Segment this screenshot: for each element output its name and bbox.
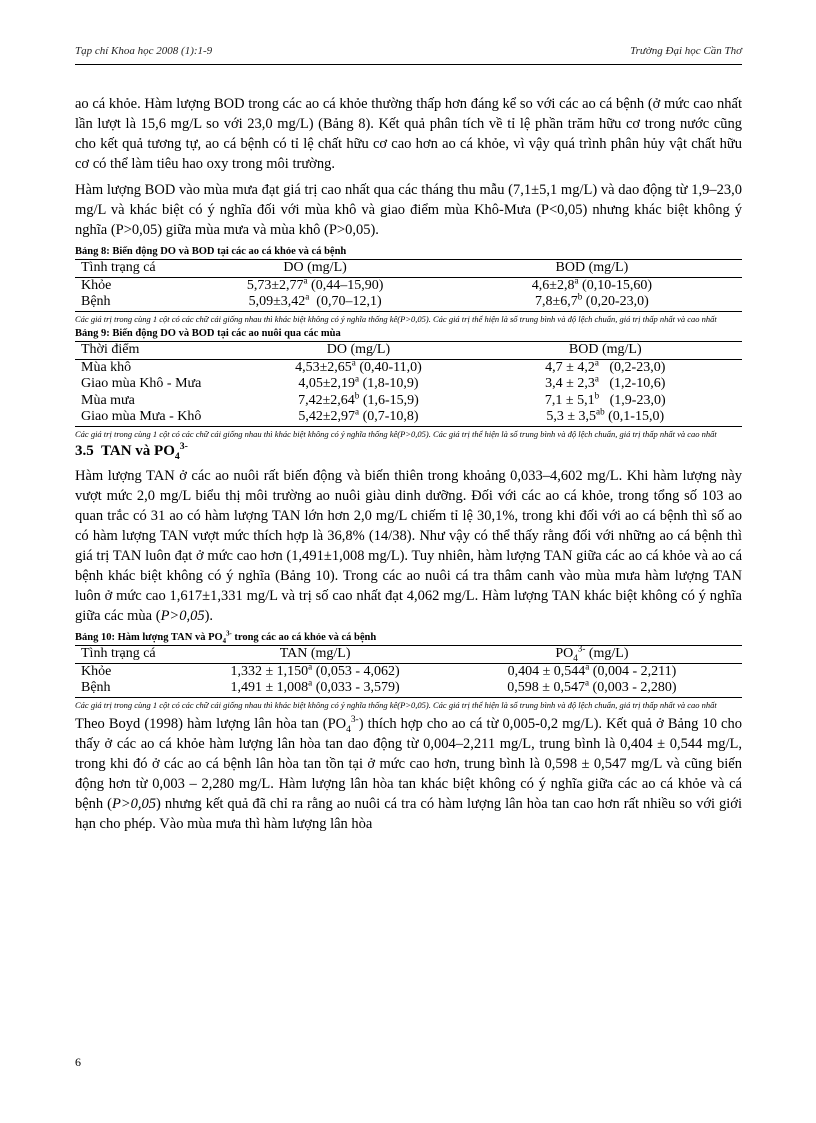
bod-cell: 7,8±6,7$^b$ (0,20-23,0): [442, 294, 742, 311]
table9-header-do: DO (mg/L): [248, 342, 468, 360]
do-cell: 5,09±3,42$^a$ (0,70–12,1): [188, 294, 441, 311]
running-header: [75, 45, 742, 57]
po4-cell: 0,404 ± 0,544$^a$ (0,004 - 2,211): [507, 660, 677, 679]
table-row: [75, 680, 742, 697]
page-number: 6: [75, 1055, 81, 1069]
row-label: Giao mùa Mưa - Khô: [75, 409, 248, 426]
institution-name: Trường Đại học Cần Thơ: [630, 45, 742, 57]
do-cell: 7,42±2,64$^b$ (1,6-15,9): [298, 389, 419, 408]
table8: [75, 259, 742, 312]
table10-note: Các giá trị trong cùng 1 cột có các chữ cái giống nhau thì khác biệt không có ý nghĩa thống kê(P>0,05). Các giá trị thể hiện là số trung bình và độ lệch chuẩn, giá trị thấp nhất và cao nhất: [75, 699, 717, 710]
bod-cell: 7,1 ± 5,1$^b$ (1,9-23,0): [544, 389, 666, 408]
bod-cell: 4,6±2,8$^a$ (0,10-15,60): [531, 274, 653, 293]
table8-header-status: Tình trạng cá: [75, 260, 188, 278]
journal-citation: Tạp chí Khoa học 2008 (1):1-9: [75, 45, 213, 57]
paragraph-po4: Theo Boyd (1998) hàm lượng lân hòa $\tan (PO_4^{3-})$ thích hợp cho ao cá từ 0,005-0,2 mg/L). Kết quả ở Bảng 10 cho thấy ở các ao cá khỏe hàm lượng lân hòa tan dao động từ 0,004–2,211 mg/L, trung bình là 0,404 ± 0,544 mg/L, trong khi đó ở các ao cá bệnh lân hòa tan tồn tại ở mức cao hơn, trung bình là 0,598 ± 0,547 mg/L và cũng biến động hơn từ 0,003 – 2,280 mg/L. Hàm lượng lân hòa tan khác biệt không có ý nghĩa giữa các ao cá khỏe và cá bệnh (P>0,05) nhưng kết quả đã chỉ ra rằng ao nuôi cá tra có hàm lượng lân hòa tan cao hơn rất nhiều so với giới hạn cho phép. Vào mùa mưa thì hàm lượng lân hòa: [75, 715, 743, 832]
row-label: Khỏe: [81, 663, 112, 679]
table-row: [75, 376, 742, 393]
table9-header-bod: BOD (mg/L): [469, 342, 742, 360]
row-label: Mùa khô: [81, 359, 132, 375]
table10-header-po4: $PO_4^{3-}$ (mg/L): [442, 646, 742, 664]
table-row: [75, 663, 742, 680]
table10-header-tan: TAN (mg/L): [188, 646, 441, 664]
table10-header-status: Tình trạng cá: [75, 646, 188, 664]
table-row: [75, 393, 742, 410]
table9-note: Các giá trị trong cùng 1 cột có các chữ cái giống nhau thì khác biệt không có ý nghĩa thống kê(P>0,05). Các giá trị thể hiện là số trung bình và độ lệch chuẩn, giá trị thấp nhất và cao nhất: [75, 428, 717, 439]
table-row: [75, 277, 742, 294]
table8-header-bod: BOD (mg/L): [442, 260, 742, 278]
po4-cell: 0,598 ± 0,547$^a$ (0,003 - 2,280): [442, 680, 742, 697]
bod-cell: 4,7 ± 4,2$^a$ (0,2-23,0): [545, 356, 666, 375]
row-label: Bệnh: [75, 294, 188, 311]
do-cell: 4,53±2,65$^a$ (0,40-11,0): [295, 356, 422, 375]
tan-cell: 1,491 ± 1,008$^a$ (0,033 - 3,579): [188, 680, 441, 697]
row-label: Khỏe: [81, 277, 112, 293]
table10-caption: Bảng 10: Hàm lượng TAN và $PO_4^{3-}$ trong các ao cá khỏe và cá bệnh: [75, 630, 377, 646]
page-body: [75, 94, 742, 840]
row-label: Mùa mưa: [81, 392, 135, 408]
row-label: Giao mùa Khô - Mưa: [81, 376, 202, 391]
do-cell: 5,73±2,77$^a$ (0,44–15,90): [246, 274, 384, 293]
tan-cell: 1,332 ± 1,150$^a$ (0,053 - 4,062): [230, 660, 400, 679]
table-row: [75, 294, 742, 311]
bod-cell: 3,4 ± 2,3$^a$ (1,2-10,6): [545, 373, 666, 391]
row-label: Bệnh: [75, 680, 188, 697]
table9-caption: Bảng 9: Biến động DO và BOD tại các ao nuôi qua các mùa: [75, 328, 341, 339]
table8-header-do: DO (mg/L): [188, 260, 441, 278]
table8-caption: Bảng 8: Biến động DO và BOD tại các ao cá khỏe và cá bệnh: [75, 246, 347, 257]
paragraph-bod-season: Hàm lượng BOD vào mùa mưa đạt giá trị cao nhất qua các tháng thu mẫu (7,1±5,1 mg/L) và dao động từ 1,9–23,0 mg/L và khác biệt có ý nghĩa đối với mùa khô và giao điểm mùa Khô-Mưa (P<0,05) nhưng khác biệt không ý nghĩa (P>0,05) giữa mùa mưa và mùa khô (P>0,05).: [75, 182, 742, 238]
bod-cell: 5,3 ± 3,5$^{ab}$ (0,1-15,0): [469, 409, 742, 426]
table8-note: Các giá trị trong cùng 1 cột có các chữ cái giống nhau thì khác biệt không có ý nghĩa thống kê(P>0,05). Các giá trị thể hiện là số trung bình và độ lệch chuẩn, giá trị thấp nhất và cao nhất: [75, 313, 717, 324]
table9-header-time: Thời điểm: [75, 342, 248, 360]
paragraph-tan: Hàm lượng TAN ở các ao nuôi rất biến động và biến thiên trong khoảng 0,033–4,602 mg/L. Khi hàm lượng này vượt mức 2,0 mg/L biểu thị môi trường ao nuôi giàu dinh dưỡng. Đối với các ao cá khỏe, trong tổng số 103 ao quan trắc có 31 ao có hàm lượng TAN lớn hơn 2,0 mg/L chiếm tỉ lệ 30,1%, trong khi đối với ao cá bệnh thì số ao có hàm lượng TAN vượt mức thích hợp là 36,8% (14/38). Như vậy có thể thấy rằng đối với những ao cá bệnh thì giá trị TAN luôn đạt ở mức cao hơn (1,491±1,008 mg/L). Tuy nhiên, hàm lượng TAN giữa các ao cá khỏe và ao cá bệnh khác biệt không có ý nghĩa (Bảng 10). Trong các ao nuôi cá tra thâm canh vào mùa mưa hàm lượng TAN luôn ở mức cao 1,617±1,331 mg/L và trị số cao nhất đạt 4,062 mg/L. Hàm lượng TAN khác biệt không có ý nghĩa giữa các mùa (P>0,05).: [75, 468, 742, 624]
paragraph-bod-health: ao cá khỏe. Hàm lượng BOD trong các ao cá khỏe thường thấp hơn đáng kể so với các ao cá bệnh (ở mức cao nhất lần lượt là 15,6 mg/L so với 23,0 mg/L) (Bảng 8). Kết quả phân tích về tỉ lệ phần trăm hữu cơ trong nước cũng cho kết quả tương tự, ao cá bệnh có tỉ lệ chất hữu cơ cao hơn ao cá khỏe, vì vậy quá trình phân hủy vật chất hữu cơ có thể làm tiêu hao oxy trong môi trường.: [75, 96, 742, 172]
table9: [75, 341, 742, 427]
table10: [75, 645, 742, 698]
table-row: [75, 409, 742, 426]
do-cell: 5,42±2,97$^a$ (0,7-10,8): [248, 409, 468, 426]
do-cell: 4,05±2,19$^a$ (1,8-10,9): [298, 373, 419, 391]
table-row: [75, 359, 742, 376]
header-rule: [75, 64, 742, 65]
section-heading: 3.5 TAN và $PO_4^{3-}$: [75, 441, 188, 462]
